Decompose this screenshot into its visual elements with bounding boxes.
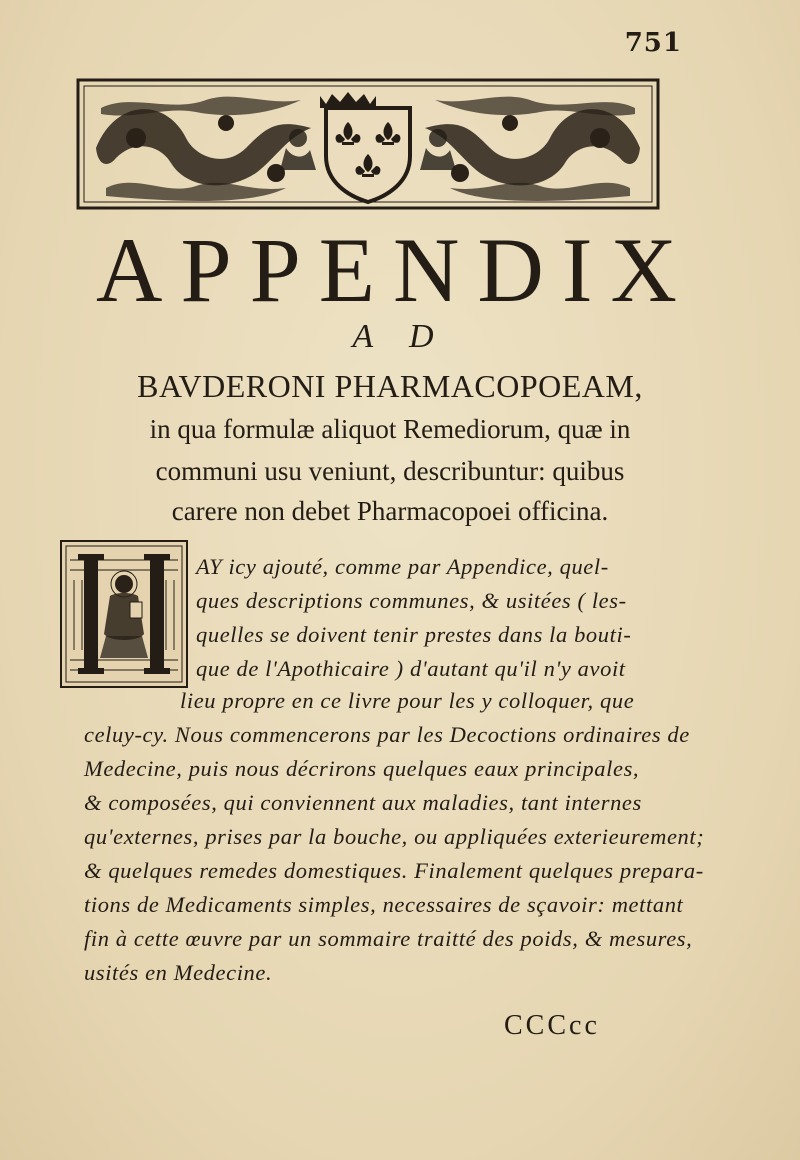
latin-line: communi usu veniunt, describuntur: quibus (155, 456, 625, 486)
appendix-title: APPENDIX (96, 219, 695, 321)
latin-line: carere non debet Pharmacopoei officina. (171, 496, 609, 526)
body-text-line: celuy-cy. Nous commencerons par les Decoctions ordinaires de (84, 722, 690, 747)
body-text-line: Medecine, puis nous décrirons quelques eaux principales, (84, 756, 640, 781)
latin-line: in qua formulæ aliquot Remediorum, quæ in (149, 414, 631, 444)
subtitle-ad: A D (352, 318, 448, 355)
body-text-line: quelles se doivent tenir prestes dans la bouti- (196, 622, 632, 647)
signature-mark: CCCcc (504, 1010, 600, 1041)
body-text-line: AY icy ajouté, comme par Appendice, quel- (196, 554, 609, 579)
page-number: 751 (624, 28, 682, 58)
body-text-line: fin à cette œuvre par un sommaire traitté des poids, & mesures, (84, 926, 693, 951)
body-text-line: & quelques remedes domestiques. Finalement quelques prepara- (84, 858, 704, 883)
fleur-de-lis-headpiece-icon (76, 78, 660, 210)
body-text-line: tions de Medicaments simples, necessaires de sçavoir: mettant (84, 892, 684, 917)
body-text-line: usités en Medecine. (84, 960, 273, 985)
body-text-line: & composées, qui conviennent aux maladies, tant internes (84, 790, 642, 815)
body-text-line: que de l'Apothicaire ) d'autant qu'il n'y avoit (196, 656, 626, 681)
body-text-line: ques descriptions communes, & usitées ( les- (196, 588, 627, 613)
main-heading: BAVDERONI PHARMACOPOEAM, (137, 368, 643, 404)
body-text-line: lieu propre en ce livre pour les y colloquer, que (180, 688, 635, 713)
decorated-initial-icon (60, 540, 188, 688)
body-text-line: qu'externes, prises par la bouche, ou appliquées exterieurement; (84, 824, 705, 849)
